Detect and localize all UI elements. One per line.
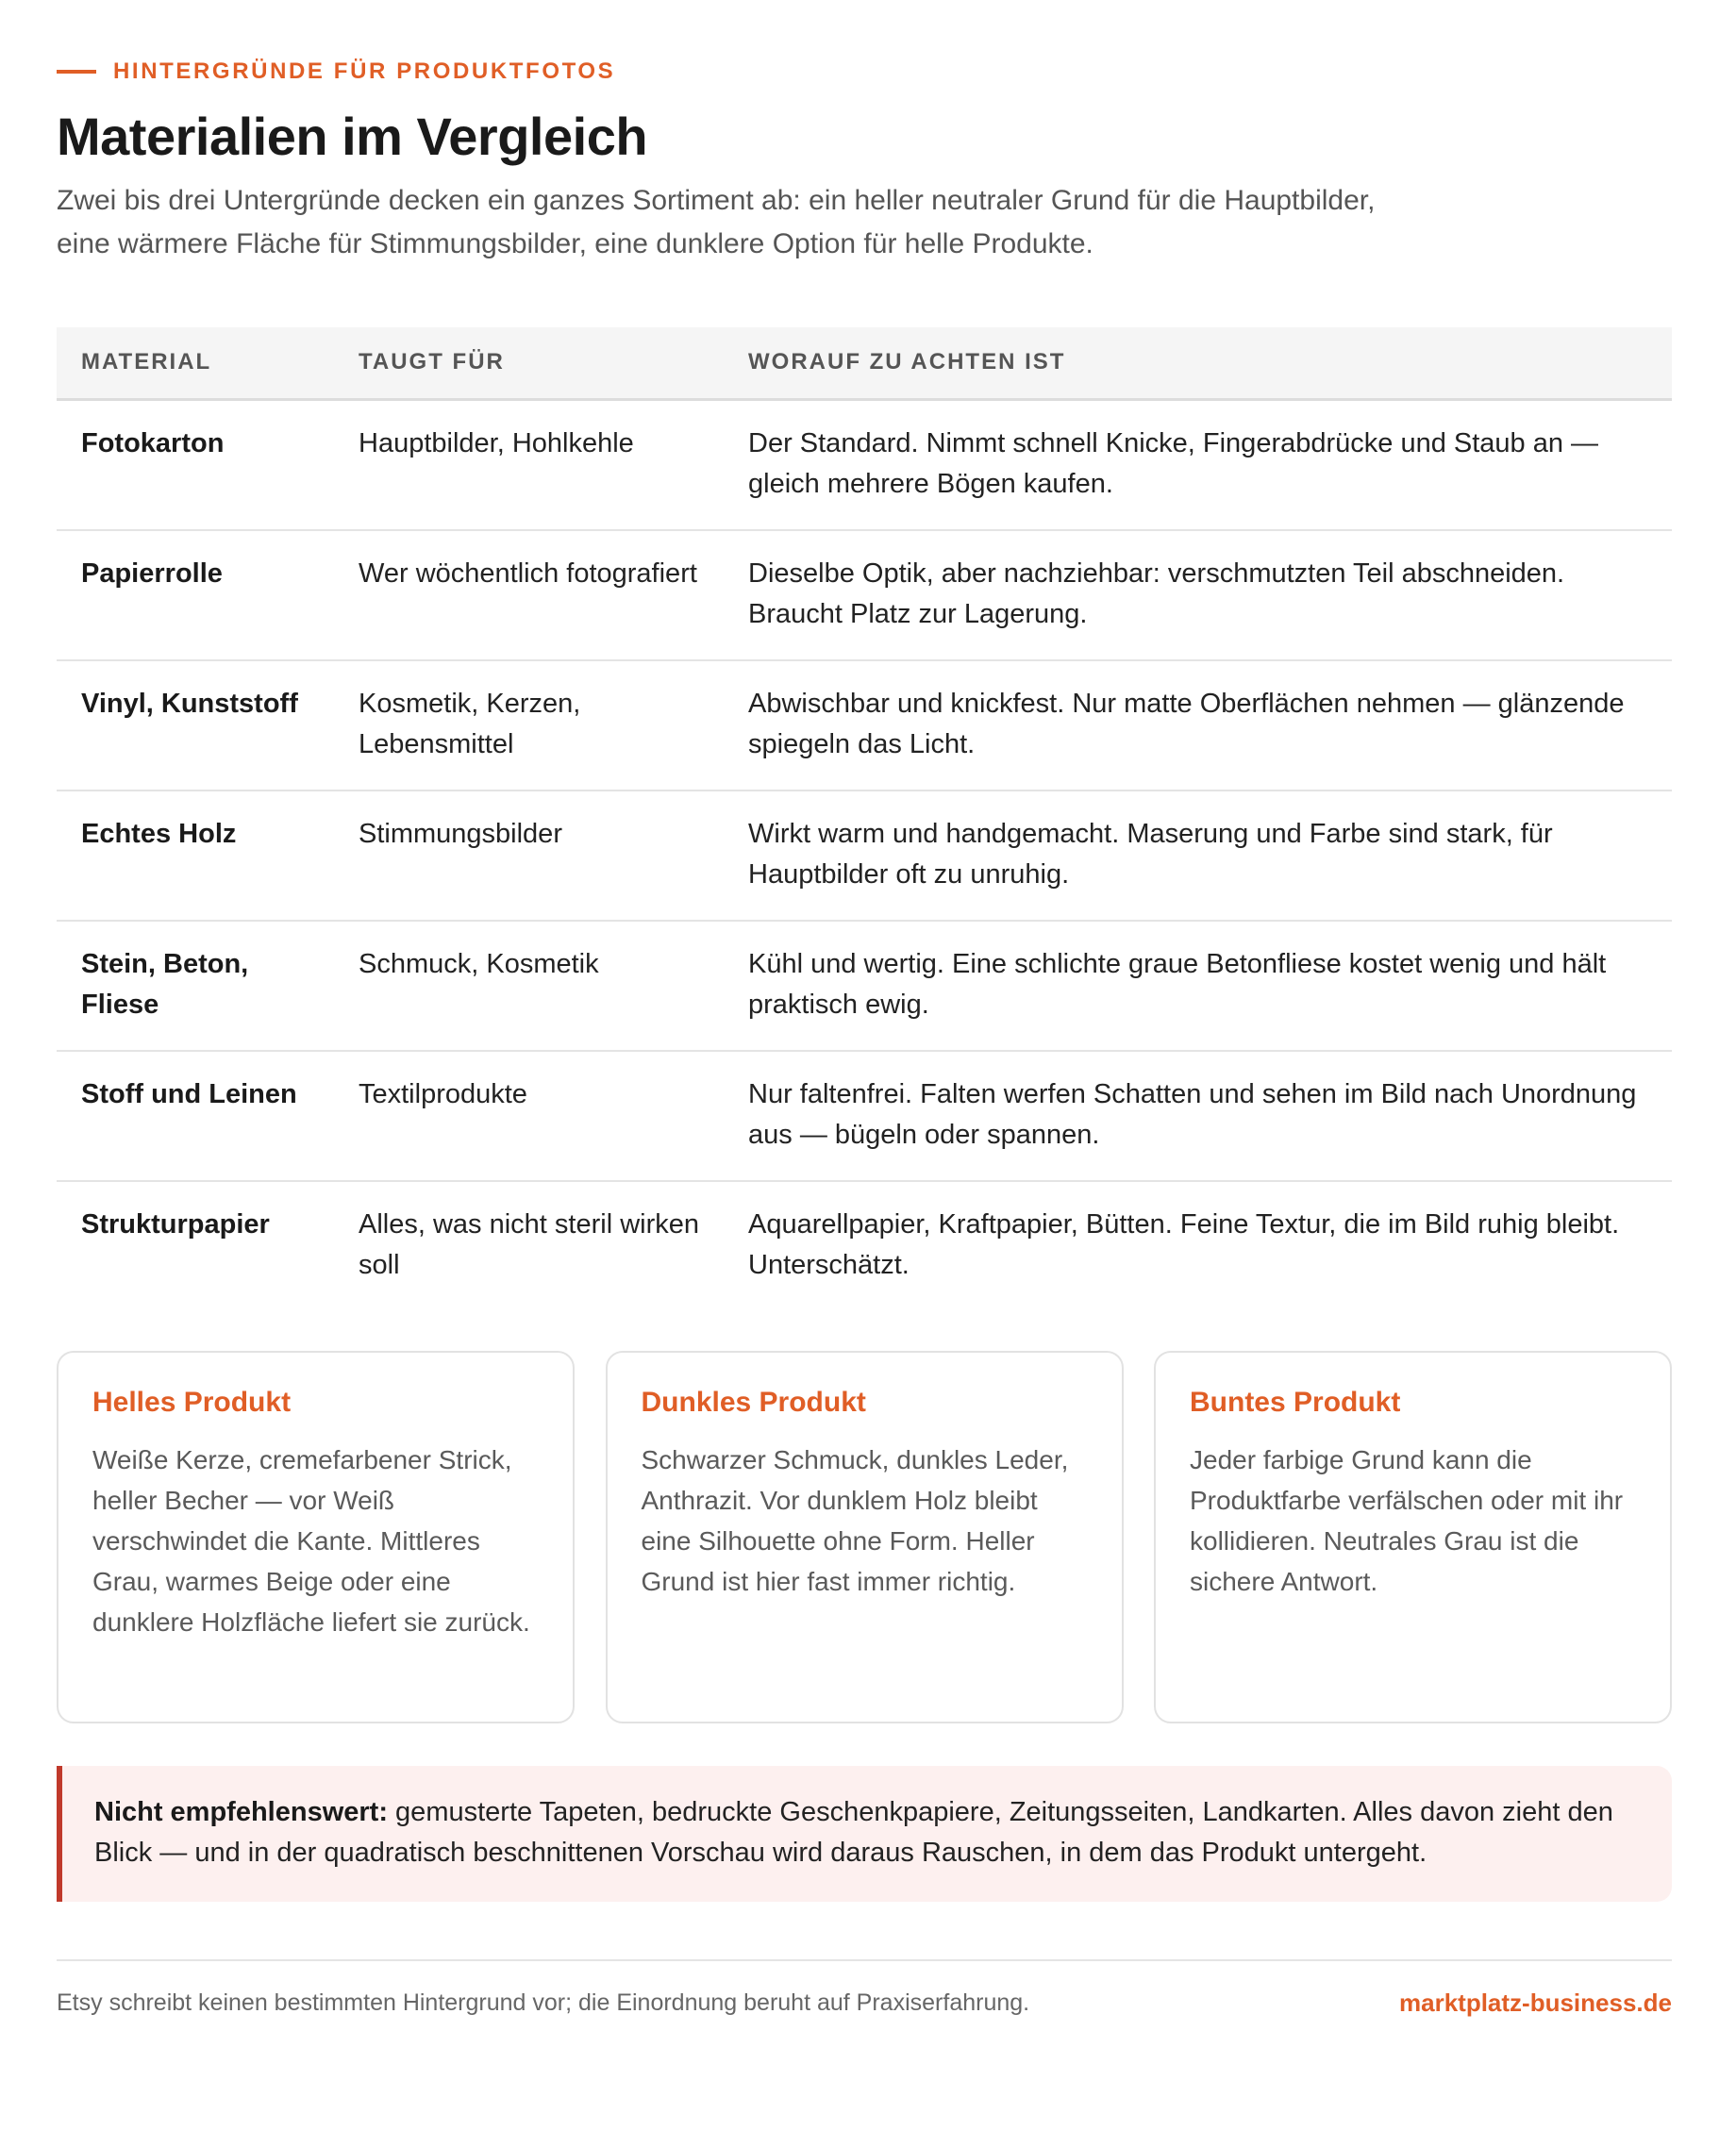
footer xyxy=(57,1989,1672,2018)
card-title: Buntes Produkt xyxy=(1190,1387,1401,1418)
cell-material: Fotokarton xyxy=(81,427,225,458)
materials-table xyxy=(57,327,1672,1310)
card-title: Dunkles Produkt xyxy=(641,1387,866,1418)
column-header-use: TAUGT FÜR xyxy=(359,349,505,375)
eyebrow-label: HINTERGRÜNDE FÜR PRODUKTFOTOS xyxy=(113,58,616,84)
cell-material: Strukturpapier xyxy=(81,1208,270,1240)
cell-material: Papierrolle xyxy=(81,558,223,589)
cell-note: Nur faltenfrei. Falten werfen Schatten und sehen im Bild nach Unordnung aus — bügeln oder spannen. xyxy=(748,1078,1637,1150)
cell-use: Schmuck, Kosmetik xyxy=(359,948,599,979)
footer-note: Etsy schreibt keinen bestimmten Hintergrund vor; die Einordnung beruht auf Praxiserfahrung. xyxy=(57,1989,1030,2016)
footer-divider xyxy=(57,1959,1672,1961)
footer-brand-link[interactable]: marktplatz-business.de xyxy=(1399,1989,1672,2017)
intro-line: eine wärmere Fläche für Stimmungsbilder, eine dunklere Option für helle Produkte. xyxy=(57,228,1093,259)
eyebrow xyxy=(57,58,615,85)
column-header-material: MATERIAL xyxy=(81,349,212,375)
cell-note: Dieselbe Optik, aber nachziehbar: verschmutzten Teil abschneiden. Braucht Platz zur Lagerung. xyxy=(748,558,1565,629)
table-header-row xyxy=(57,327,1672,399)
cell-note: Abwischbar und knickfest. Nur matte Oberflächen nehmen — glänzende spiegeln das Licht. xyxy=(748,688,1625,759)
intro-line: Zwei bis drei Untergründe decken ein ganzes Sortiment ab: ein heller neutraler Grund für die Hauptbilder, xyxy=(57,185,1376,216)
warning-callout xyxy=(57,1766,1672,1902)
cell-material: Stoff und Leinen xyxy=(81,1078,297,1109)
cell-note: Wirkt warm und handgemacht. Maserung und Farbe sind stark, für Hauptbilder oft zu unruhig. xyxy=(748,818,1553,890)
card-light-product xyxy=(57,1351,575,1723)
card-body: Weiße Kerze, cremefarbener Strick, heller Becher — vor Weiß verschwindet die Kante. Mittleres Grau, warmes Beige oder eine dunklere Holzfläche liefert sie zurück. xyxy=(92,1445,530,1637)
eyebrow-accent-line xyxy=(57,70,96,74)
cell-material: Echtes Holz xyxy=(81,818,237,849)
intro-text xyxy=(57,179,1528,266)
product-cards xyxy=(57,1351,1672,1723)
table-row xyxy=(57,1181,1672,1310)
card-colorful-product xyxy=(1154,1351,1672,1723)
cell-use: Textilprodukte xyxy=(359,1078,527,1109)
warning-lead: Nicht empfehlenswert: xyxy=(94,1797,388,1827)
card-body: Schwarzer Schmuck, dunkles Leder, Anthrazit. Vor dunklem Holz bleibt eine Silhouette ohne Form. Heller Grund ist hier fast immer richtig. xyxy=(641,1445,1069,1596)
cell-use: Kosmetik, Kerzen, Lebensmittel xyxy=(359,688,581,759)
cell-use: Wer wöchentlich fotografiert xyxy=(359,558,697,589)
table-row xyxy=(57,1051,1672,1181)
cell-material: Stein, Beton, Fliese xyxy=(81,948,249,1020)
cell-use: Stimmungsbilder xyxy=(359,818,562,849)
table-row xyxy=(57,530,1672,660)
page-title: Materialien im Vergleich xyxy=(57,107,648,166)
card-body: Jeder farbige Grund kann die Produktfarbe verfälschen oder mit ihr kollidieren. Neutrales Grau ist die sichere Antwort. xyxy=(1190,1445,1624,1596)
cell-use: Alles, was nicht steril wirken soll xyxy=(359,1208,699,1280)
card-title: Helles Produkt xyxy=(92,1387,292,1418)
table-row xyxy=(57,399,1672,530)
warning-text: gemusterte Tapeten, bedruckte Geschenkpapiere, Zeitungsseiten, Landkarten. Alles davon zieht den Blick — und in der quadratisch beschnittenen Vorschau wird daraus Rauschen, in dem das Produkt untergeht. xyxy=(94,1797,1613,1868)
column-header-notes: WORAUF ZU ACHTEN IST xyxy=(748,349,1066,375)
cell-note: Kühl und wertig. Eine schlichte graue Betonfliese kostet wenig und hält praktisch ewig. xyxy=(748,948,1607,1020)
table-row xyxy=(57,791,1672,921)
cell-material: Vinyl, Kunststoff xyxy=(81,688,298,719)
cell-note: Der Standard. Nimmt schnell Knicke, Fingerabdrücke und Staub an — gleich mehrere Bögen kaufen. xyxy=(748,427,1599,499)
table-row xyxy=(57,660,1672,791)
table-row xyxy=(57,921,1672,1051)
cell-use: Hauptbilder, Hohlkehle xyxy=(359,427,634,458)
card-dark-product xyxy=(606,1351,1124,1723)
cell-note: Aquarellpapier, Kraftpapier, Bütten. Feine Textur, die im Bild ruhig bleibt. Unterschätzt. xyxy=(748,1208,1620,1280)
